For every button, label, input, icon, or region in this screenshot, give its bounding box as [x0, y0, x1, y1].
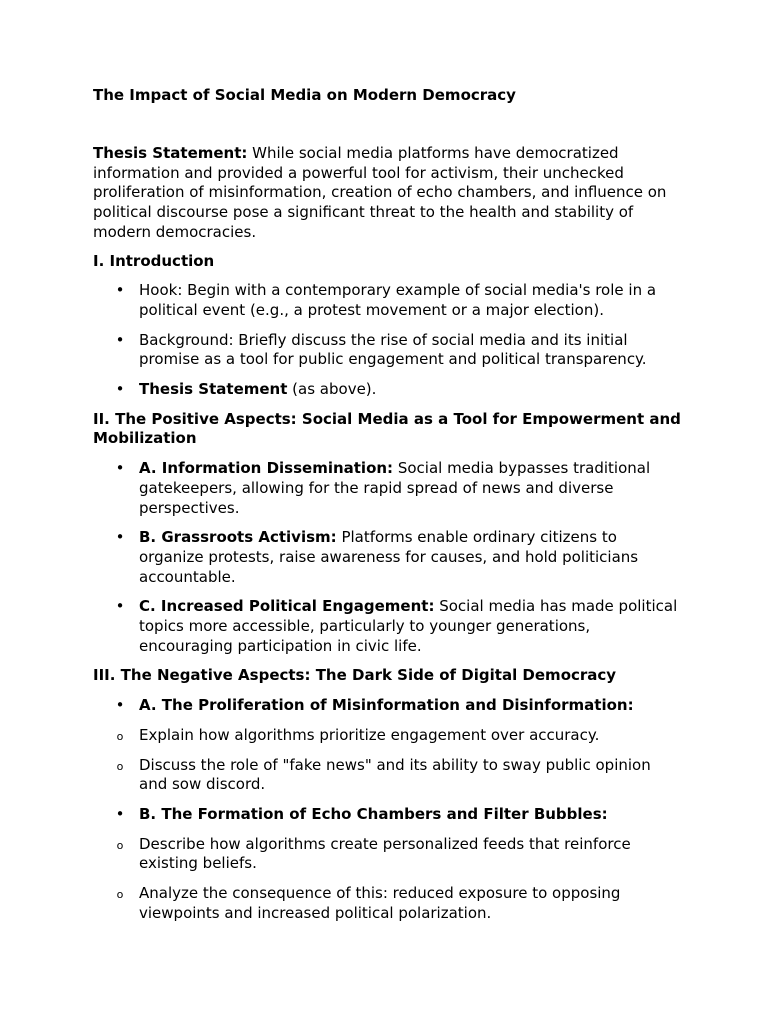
list-item: [93, 528, 683, 587]
item-text: Analyze the consequence of this: reduced exposure to opposing viewpoints and increased political polarization.: [139, 884, 621, 922]
list-item: [93, 805, 683, 825]
item-text: Hook: Begin with a contemporary example of social media's role in a political event (e.g., a protest movement or a major election).: [139, 281, 657, 319]
section-list-introduction: [93, 281, 683, 400]
section-heading-negative-aspects: III. The Negative Aspects: The Dark Side of Digital Democracy: [93, 666, 617, 685]
bullet-marker: •: [115, 597, 125, 616]
section-list-positive-aspects: [93, 459, 683, 656]
list-item: [93, 380, 683, 400]
item-bold-lead: A. Information Dissemination:: [139, 459, 394, 478]
document-page: [93, 86, 683, 924]
thesis-text: While social media platforms have democratized information and provided a powerful tool for activism, their unchecked proliferation of misinformation, creation of echo chambers, and influence on political discourse pose a significant threat to the health and stability of modern democracies.: [93, 144, 667, 241]
list-item: [93, 597, 683, 656]
section-heading-positive-aspects: II. The Positive Aspects: Social Media as a Tool for Empowerment and Mobilization: [93, 409, 681, 448]
item-bold-lead: B. Grassroots Activism:: [139, 528, 337, 547]
thesis-paragraph: [93, 144, 683, 243]
item-bold-lead: A. The Proliferation of Misinformation and Disinformation:: [139, 696, 634, 715]
item-text: Social media bypasses traditional gatekeepers, allowing for the rapid spread of news and diverse perspectives.: [139, 459, 651, 517]
thesis-label: Thesis Statement:: [93, 144, 248, 162]
sub-list-item: [93, 756, 683, 795]
list-item: [93, 459, 683, 518]
list-item: [93, 281, 683, 320]
bullet-marker: •: [115, 696, 125, 715]
bullet-marker: •: [115, 330, 125, 349]
item-bold-lead: Thesis Statement: [139, 380, 288, 399]
bullet-marker: •: [115, 528, 125, 547]
item-text: Social media has made political topics more accessible, particularly to younger generations, encouraging participation in civic life.: [139, 597, 678, 655]
circle-marker: o: [116, 888, 124, 902]
sub-list-item: [93, 884, 683, 923]
item-text: Background: Briefly discuss the rise of social media and its initial promise as a tool for public engagement and political transparency.: [139, 330, 647, 369]
bullet-marker: •: [115, 380, 125, 399]
list-item: [93, 331, 683, 370]
section-heading-introduction: I. Introduction: [93, 251, 215, 270]
circle-marker: o: [116, 759, 124, 773]
list-item: [93, 696, 683, 716]
bullet-marker: •: [115, 281, 125, 300]
item-text: Describe how algorithms create personalized feeds that reinforce existing beliefs.: [139, 834, 631, 873]
item-text: Discuss the role of "fake news" and its ability to sway public opinion and sow discord.: [139, 755, 651, 794]
circle-marker: o: [116, 838, 124, 852]
bullet-marker: •: [115, 804, 125, 823]
item-text: Platforms enable ordinary citizens to organize protests, raise awareness for causes, and hold politicians accountable.: [139, 528, 639, 586]
sub-list-item: [93, 835, 683, 874]
item-bold-lead: C. Increased Political Engagement:: [139, 597, 435, 616]
item-bold-lead: B. The Formation of Echo Chambers and Filter Bubbles:: [139, 804, 608, 823]
sub-list-item: [93, 726, 683, 746]
item-text: Explain how algorithms prioritize engagement over accuracy.: [139, 725, 600, 744]
document-title: The Impact of Social Media on Modern Democracy: [93, 86, 516, 104]
item-text: (as above).: [287, 380, 377, 399]
bullet-marker: •: [115, 459, 125, 478]
circle-marker: o: [116, 729, 124, 743]
section-list-negative-aspects: [93, 696, 683, 923]
